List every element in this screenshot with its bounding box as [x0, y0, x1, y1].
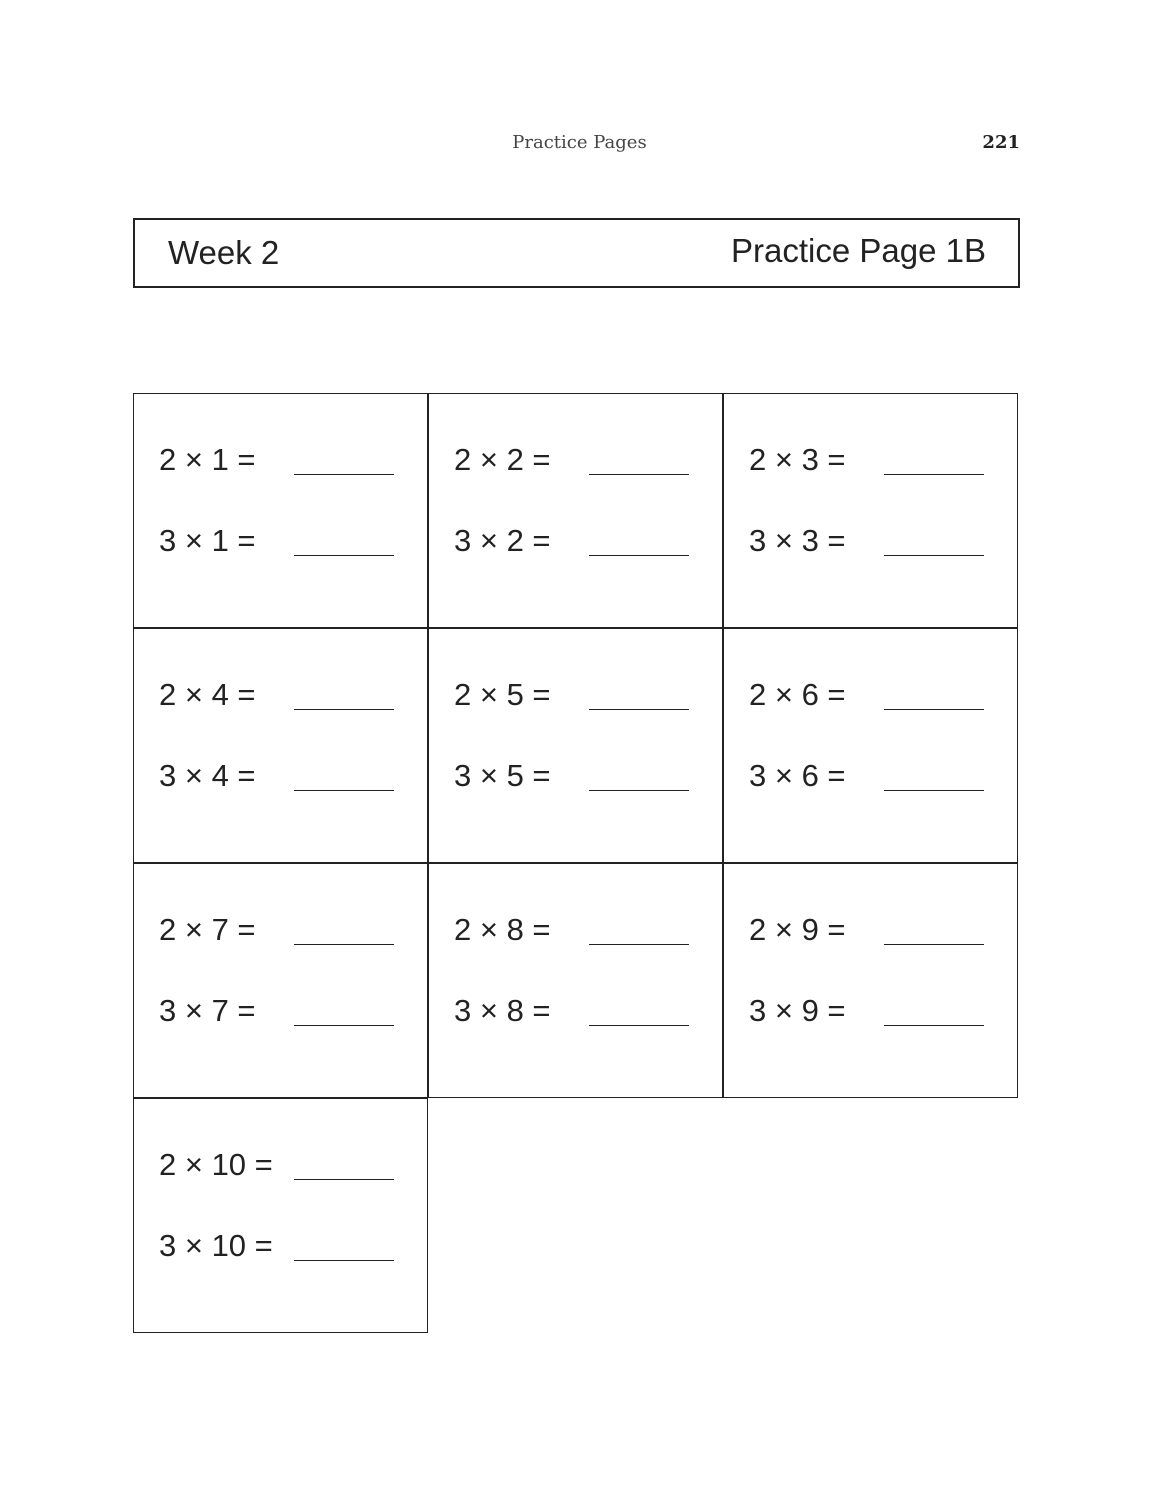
multiplication-problem: 3 × 8 = [454, 993, 551, 1028]
multiplication-problem: 2 × 3 = [749, 442, 846, 477]
running-header [0, 130, 1159, 160]
multiplication-problem: 2 × 6 = [749, 677, 846, 712]
multiplication-problem: 2 × 1 = [159, 442, 256, 477]
answer-blank[interactable] [884, 944, 984, 945]
week-label: Week 2 [168, 234, 280, 271]
problem-cell [723, 393, 1018, 628]
practice-page-label: Practice Page 1B [731, 232, 986, 269]
answer-blank[interactable] [294, 709, 394, 710]
problem-cell [428, 628, 723, 863]
multiplication-problem: 2 × 8 = [454, 912, 551, 947]
answer-blank[interactable] [589, 709, 689, 710]
answer-blank[interactable] [294, 1179, 394, 1180]
multiplication-problem: 3 × 6 = [749, 758, 846, 793]
multiplication-problem: 2 × 9 = [749, 912, 846, 947]
answer-blank[interactable] [589, 1025, 689, 1026]
answer-blank[interactable] [294, 944, 394, 945]
answer-blank[interactable] [294, 790, 394, 791]
answer-blank[interactable] [589, 790, 689, 791]
multiplication-problem: 3 × 9 = [749, 993, 846, 1028]
multiplication-problem: 3 × 3 = [749, 523, 846, 558]
answer-blank[interactable] [884, 474, 984, 475]
problem-cell [723, 863, 1018, 1098]
answer-blank[interactable] [294, 1260, 394, 1261]
multiplication-problem: 2 × 10 = [159, 1147, 273, 1182]
answer-blank[interactable] [589, 944, 689, 945]
answer-blank[interactable] [884, 1025, 984, 1026]
problem-cell [723, 628, 1018, 863]
answer-blank[interactable] [589, 474, 689, 475]
problem-cell [133, 628, 428, 863]
multiplication-problem: 3 × 1 = [159, 523, 256, 558]
problem-cell [133, 863, 428, 1098]
answer-blank[interactable] [294, 555, 394, 556]
answer-blank[interactable] [589, 555, 689, 556]
multiplication-problem: 3 × 4 = [159, 758, 256, 793]
problem-cell [428, 863, 723, 1098]
answer-blank[interactable] [884, 709, 984, 710]
multiplication-problem: 2 × 2 = [454, 442, 551, 477]
answer-blank[interactable] [884, 790, 984, 791]
answer-blank[interactable] [884, 555, 984, 556]
problem-cell [133, 393, 428, 628]
problem-cell [428, 393, 723, 628]
page-number: 221 [982, 132, 1020, 153]
answer-blank[interactable] [294, 1025, 394, 1026]
multiplication-problem: 3 × 10 = [159, 1228, 273, 1263]
answer-blank[interactable] [294, 474, 394, 475]
multiplication-problem: 3 × 5 = [454, 758, 551, 793]
multiplication-problem: 2 × 5 = [454, 677, 551, 712]
multiplication-problem: 3 × 2 = [454, 523, 551, 558]
worksheet-title-box [133, 218, 1020, 288]
multiplication-problem: 3 × 7 = [159, 993, 256, 1028]
multiplication-problem: 2 × 4 = [159, 677, 256, 712]
multiplication-problem: 2 × 7 = [159, 912, 256, 947]
problem-cell [133, 1098, 428, 1333]
section-title: Practice Pages [512, 132, 647, 153]
